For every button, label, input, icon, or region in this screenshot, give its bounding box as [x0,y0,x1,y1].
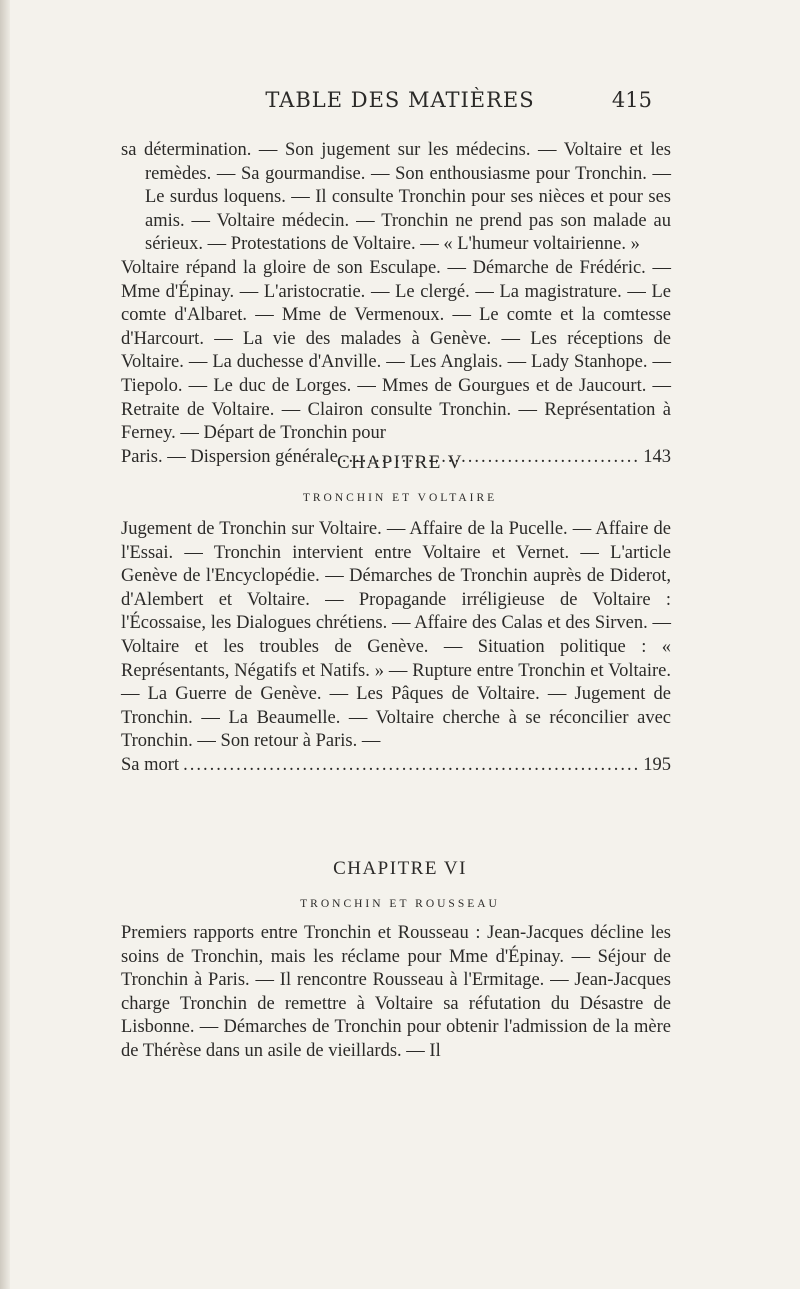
toc-entry-end [121,754,671,778]
toc-page-ref: 143 [643,446,671,467]
page-gutter [0,0,10,1289]
chapter-title: CHAPITRE V [336,452,464,473]
toc-paragraph [121,139,671,257]
toc-paragraph [121,257,671,446]
toc-paragraph-text: Jugement de Tronchin sur Voltaire. — Affaire de la Pucelle. — Affaire de l'Essai. — Tronchin intervient entre Voltaire et Vernet. — L'article Genève de l'Encyclopédie. — Démarches de Tronchin auprès de Diderot, d'Alembert et Voltaire. — Propagande irréligieuse de Voltaire : l'Écossaise, les Dialogues chrétiens. — Affaire des Calas et des Sirven. — Voltaire et les troubles de Genève. — Situation politique : « Représentants, Négatifs et Natifs. » — Rupture entre Tronchin et Voltaire. — La Guerre de Genève. — Les Pâques de Voltaire. — Jugement de Tronchin. — La Beaumelle. — Voltaire cherche à se réconcilier avec Tronchin. — Son retour à Paris. — [121,519,671,752]
toc-paragraph-text: Voltaire répand la gloire de son Esculape. — Démarche de Frédéric. — Mme d'Épinay. — L'aristocratie. — Le clergé. — La magistrature. — Le comte d'Albaret. — Mme de Vermenoux. — Le comte et la comtesse d'Harcourt. — La vie des malades à Genève. — Les réceptions de Voltaire. — La duchesse d'Anville. — Les Anglais. — Lady Stanhope. — Tiepolo. — Le duc de Lorges. — Mmes de Gourgues et de Jaucourt. — Retraite de Voltaire. — Clairon consulte Tronchin. — Représentation à Ferney. — Départ de Tronchin pour [121,257,671,444]
toc-page-ref: 195 [643,754,671,775]
chapter5-contents [121,518,671,778]
chapter-subtitle: TRONCHIN ET ROUSSEAU [300,898,500,910]
toc-entry-label: Paris. — Dispersion générale [121,446,338,467]
toc-paragraph-text: Premiers rapports entre Tronchin et Rousseau : Jean-Jacques décline les soins de Tronchin, mais les réclame pour Mme d'Épinay. — Séjour de Tronchin à Paris. — Il rencontre Rousseau à l'Ermitage. — Jean-Jacques charge Tronchin de remettre à Voltaire sa réfutation du Désastre de Lisbonne. — Démarches de Tronchin pour obtenir l'admission de la mère de Thérèse dans un asile de vieillards. — Il [121,923,671,1061]
toc-paragraph-text: sa détermination. — Son jugement sur les médecins. — Voltaire et les remèdes. — Sa gourmandise. — Son enthousiasme pour Tronchin. — Le surdus loquens. — Il consulte Tronchin pour ses nièces et pour ses amis. — Voltaire médecin. — Tronchin ne prend pas son malade au sérieux. — Protestations de Voltaire. — « L'humeur voltairienne. » [121,140,671,255]
toc-paragraph [121,922,671,1064]
toc-paragraph [121,518,671,754]
running-title: TABLE DES MATIÈRES [265,88,535,112]
chapter6-contents [121,922,671,1064]
leader-dots [183,754,639,778]
chapter-title: CHAPITRE VI [333,858,467,879]
chapter4-contents [121,139,671,469]
toc-entry-label: Sa mort [121,754,180,775]
page-number: 415 [611,88,652,112]
chapter-subtitle: TRONCHIN ET VOLTAIRE [302,492,498,504]
